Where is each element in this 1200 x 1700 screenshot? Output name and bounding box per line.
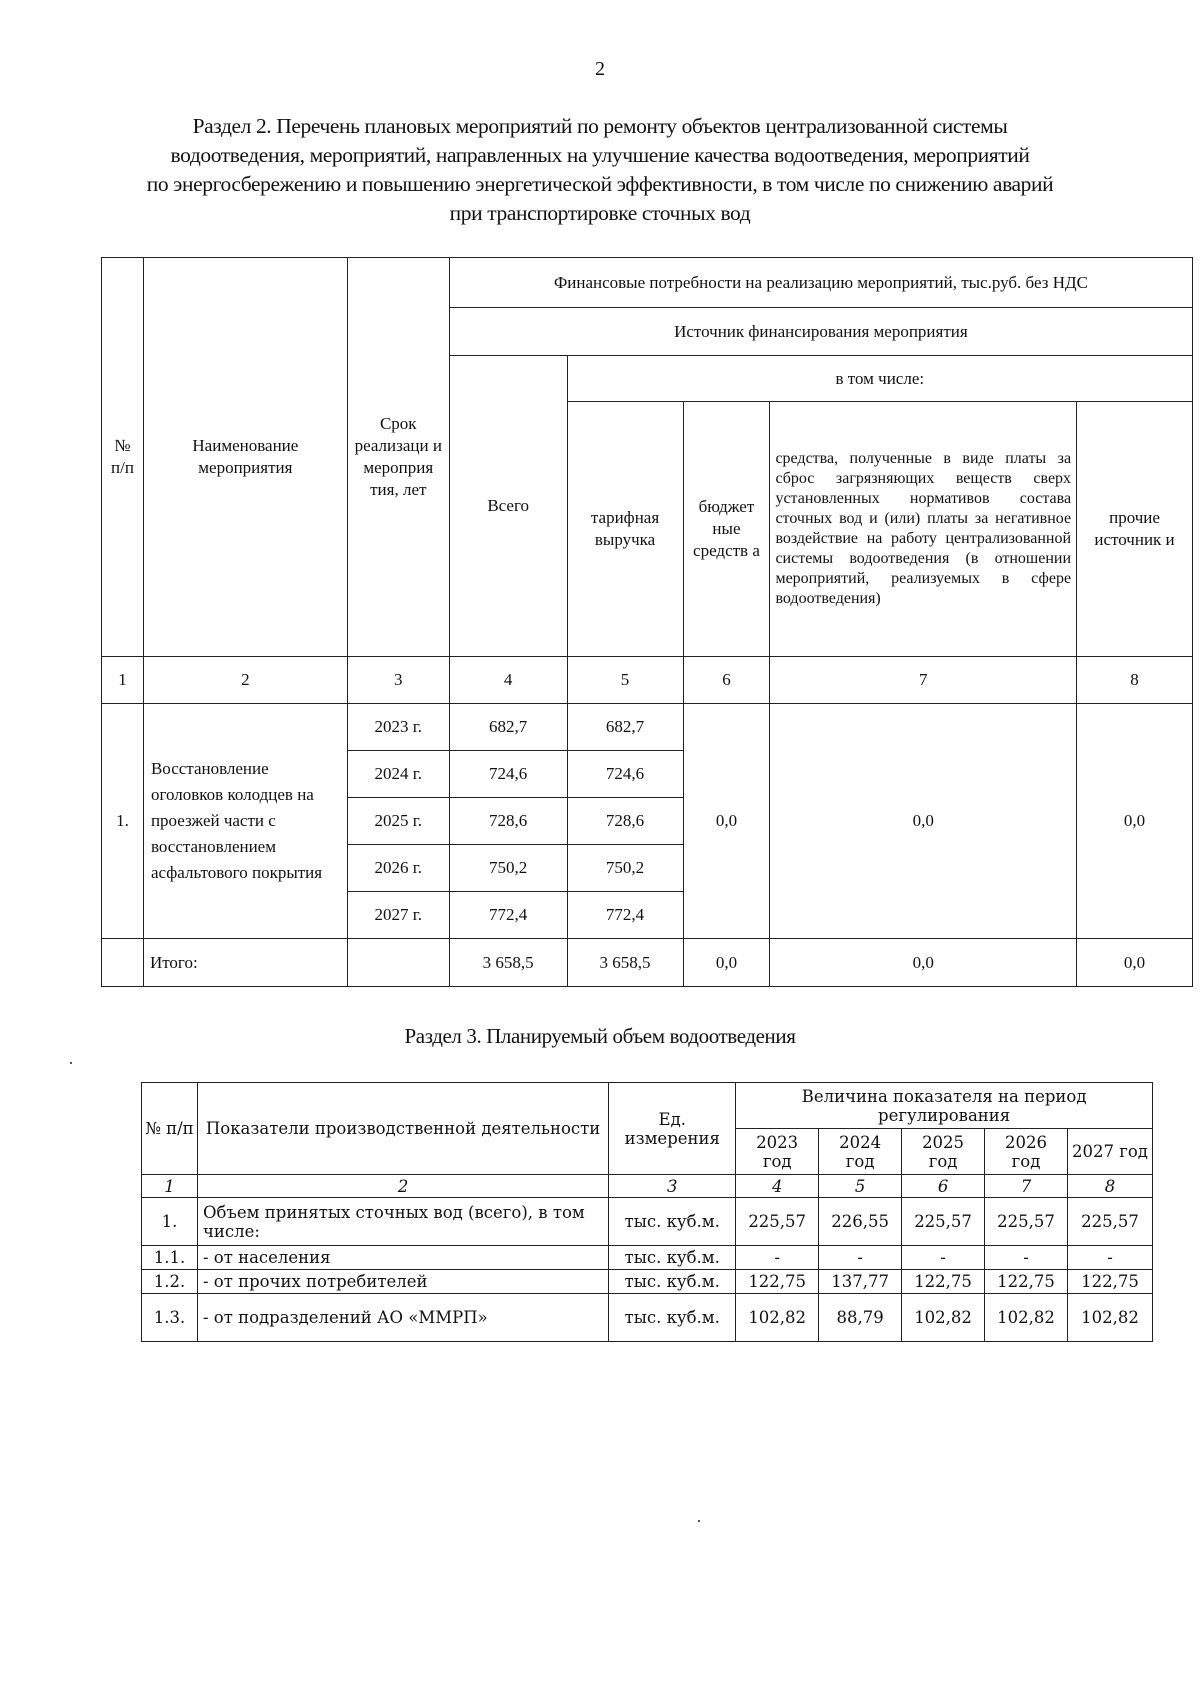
total-tariff: 3 658,5 — [567, 939, 683, 987]
row-value: 102,82 — [902, 1294, 985, 1342]
table-row — [142, 1198, 1153, 1246]
col-number: 6 — [902, 1175, 985, 1198]
row-value: 225,57 — [985, 1198, 1068, 1246]
column-number-row — [102, 657, 1193, 704]
item-name: Восстановление оголовков колодцев на проезжей части с восстановлением асфальтового покрытия — [143, 704, 347, 939]
section2-title-line: по энергосбережению и повышению энергетической эффективности, в том числе по снижению аварий — [146, 172, 1054, 196]
header-year: 2026 год — [985, 1129, 1068, 1175]
header-total: Всего — [449, 356, 567, 657]
col-number: 6 — [683, 657, 770, 704]
table-row — [142, 1270, 1153, 1294]
col-number: 1 — [102, 657, 144, 704]
scan-speck — [698, 1520, 700, 1522]
row-value: - — [736, 1246, 819, 1270]
row-name: - от прочих потребителей — [197, 1270, 608, 1294]
header-num: № п/п — [102, 258, 144, 657]
header-other: прочие источник и — [1077, 402, 1193, 657]
col-number: 8 — [1077, 657, 1193, 704]
header-financial: Финансовые потребности на реализацию мероприятий, тыс.руб. без НДС — [449, 258, 1192, 308]
section2-title — [120, 112, 1080, 228]
column-number-row — [142, 1175, 1153, 1198]
row-unit: тыс. куб.м. — [609, 1270, 736, 1294]
header-source: Источник финансирования мероприятия — [449, 308, 1192, 356]
col-number: 3 — [609, 1175, 736, 1198]
header-budget: бюджет ные средств а — [683, 402, 770, 657]
item-year: 2027 г. — [347, 892, 449, 939]
table-row — [142, 1294, 1153, 1342]
page-number: 2 — [595, 58, 605, 80]
row-unit: тыс. куб.м. — [609, 1246, 736, 1270]
item-total: 772,4 — [449, 892, 567, 939]
row-value: 102,82 — [736, 1294, 819, 1342]
total-other: 0,0 — [1077, 939, 1193, 987]
header-indicator: Показатели производственной деятельности — [197, 1083, 608, 1175]
scan-speck — [70, 1062, 72, 1064]
header-year: 2023 год — [736, 1129, 819, 1175]
row-value: 122,75 — [736, 1270, 819, 1294]
item-budget: 0,0 — [683, 704, 770, 939]
row-num: 1. — [142, 1198, 198, 1246]
total-term-empty — [347, 939, 449, 987]
col-number: 5 — [819, 1175, 902, 1198]
item-year: 2026 г. — [347, 845, 449, 892]
section2-title-line: водоотведения, мероприятий, направленных на улучшение качества водоотведения, мероприятий — [170, 143, 1030, 167]
header-name: Наименование мероприятия — [143, 258, 347, 657]
row-name: - от подразделений АО «ММРП» — [197, 1294, 608, 1342]
header-term: Срок реализаци и мероприя тия, лет — [347, 258, 449, 657]
col-number: 2 — [197, 1175, 608, 1198]
row-value: 226,55 — [819, 1198, 902, 1246]
item-year: 2025 г. — [347, 798, 449, 845]
header-tariff: тарифная выручка — [567, 402, 683, 657]
volume-table — [141, 1082, 1153, 1342]
row-value: 122,75 — [1067, 1270, 1152, 1294]
total-fees: 0,0 — [770, 939, 1077, 987]
item-num: 1. — [102, 704, 144, 939]
table-row — [102, 704, 1193, 751]
row-value: - — [902, 1246, 985, 1270]
total-budget: 0,0 — [683, 939, 770, 987]
item-fees: 0,0 — [770, 704, 1077, 939]
item-total: 724,6 — [449, 751, 567, 798]
row-value: 137,77 — [819, 1270, 902, 1294]
header-year: 2027 год — [1067, 1129, 1152, 1175]
row-unit: тыс. куб.м. — [609, 1294, 736, 1342]
header-year: 2025 год — [902, 1129, 985, 1175]
section2-title-line: при транспортировке сточных вод — [449, 201, 751, 225]
row-value: 122,75 — [902, 1270, 985, 1294]
item-year: 2023 г. — [347, 704, 449, 751]
item-tariff: 682,7 — [567, 704, 683, 751]
col-number: 5 — [567, 657, 683, 704]
row-value: 102,82 — [1067, 1294, 1152, 1342]
col-number: 4 — [736, 1175, 819, 1198]
row-num: 1.2. — [142, 1270, 198, 1294]
item-total: 750,2 — [449, 845, 567, 892]
row-num: 1.1. — [142, 1246, 198, 1270]
header-year: 2024 год — [819, 1129, 902, 1175]
table-row — [142, 1246, 1153, 1270]
col-number: 8 — [1067, 1175, 1152, 1198]
item-tariff: 772,4 — [567, 892, 683, 939]
section2-title-line: Раздел 2. Перечень плановых мероприятий по ремонту объектов централизованной системы — [192, 114, 1008, 138]
section3-title: Раздел 3. Планируемый объем водоотведения — [404, 1024, 796, 1048]
item-other: 0,0 — [1077, 704, 1193, 939]
row-name: Объем принятых сточных вод (всего), в том числе: — [197, 1198, 608, 1246]
row-value: 225,57 — [736, 1198, 819, 1246]
col-number: 7 — [770, 657, 1077, 704]
item-tariff: 724,6 — [567, 751, 683, 798]
measures-table — [101, 257, 1193, 987]
item-tariff: 750,2 — [567, 845, 683, 892]
col-number: 1 — [142, 1175, 198, 1198]
row-value: 88,79 — [819, 1294, 902, 1342]
header-num: № п/п — [142, 1083, 198, 1175]
row-value: 102,82 — [985, 1294, 1068, 1342]
item-year: 2024 г. — [347, 751, 449, 798]
col-number: 7 — [985, 1175, 1068, 1198]
row-num: 1.3. — [142, 1294, 198, 1342]
total-label: Итого: — [143, 939, 347, 987]
item-total: 682,7 — [449, 704, 567, 751]
row-unit: тыс. куб.м. — [609, 1198, 736, 1246]
item-tariff: 728,6 — [567, 798, 683, 845]
header-period: Величина показателя на период регулирования — [736, 1083, 1153, 1129]
row-value: - — [819, 1246, 902, 1270]
col-number: 2 — [143, 657, 347, 704]
row-name: - от населения — [197, 1246, 608, 1270]
row-value: 225,57 — [902, 1198, 985, 1246]
header-fees: средства, полученные в виде платы за сброс загрязняющих веществ сверх установленных нормативов состава сточных вод и (или) платы за негативное воздействие на работу централизованной системы водоотведения (в отношении мероприятий, реализуемых в сфере водоотведения) — [770, 402, 1077, 657]
header-including: в том числе: — [567, 356, 1192, 402]
row-value: - — [985, 1246, 1068, 1270]
col-number: 4 — [449, 657, 567, 704]
total-row — [102, 939, 1193, 987]
row-value: - — [1067, 1246, 1152, 1270]
row-value: 122,75 — [985, 1270, 1068, 1294]
total-sum: 3 658,5 — [449, 939, 567, 987]
total-num-empty — [102, 939, 144, 987]
header-unit: Ед. измерения — [609, 1083, 736, 1175]
row-value: 225,57 — [1067, 1198, 1152, 1246]
item-total: 728,6 — [449, 798, 567, 845]
col-number: 3 — [347, 657, 449, 704]
